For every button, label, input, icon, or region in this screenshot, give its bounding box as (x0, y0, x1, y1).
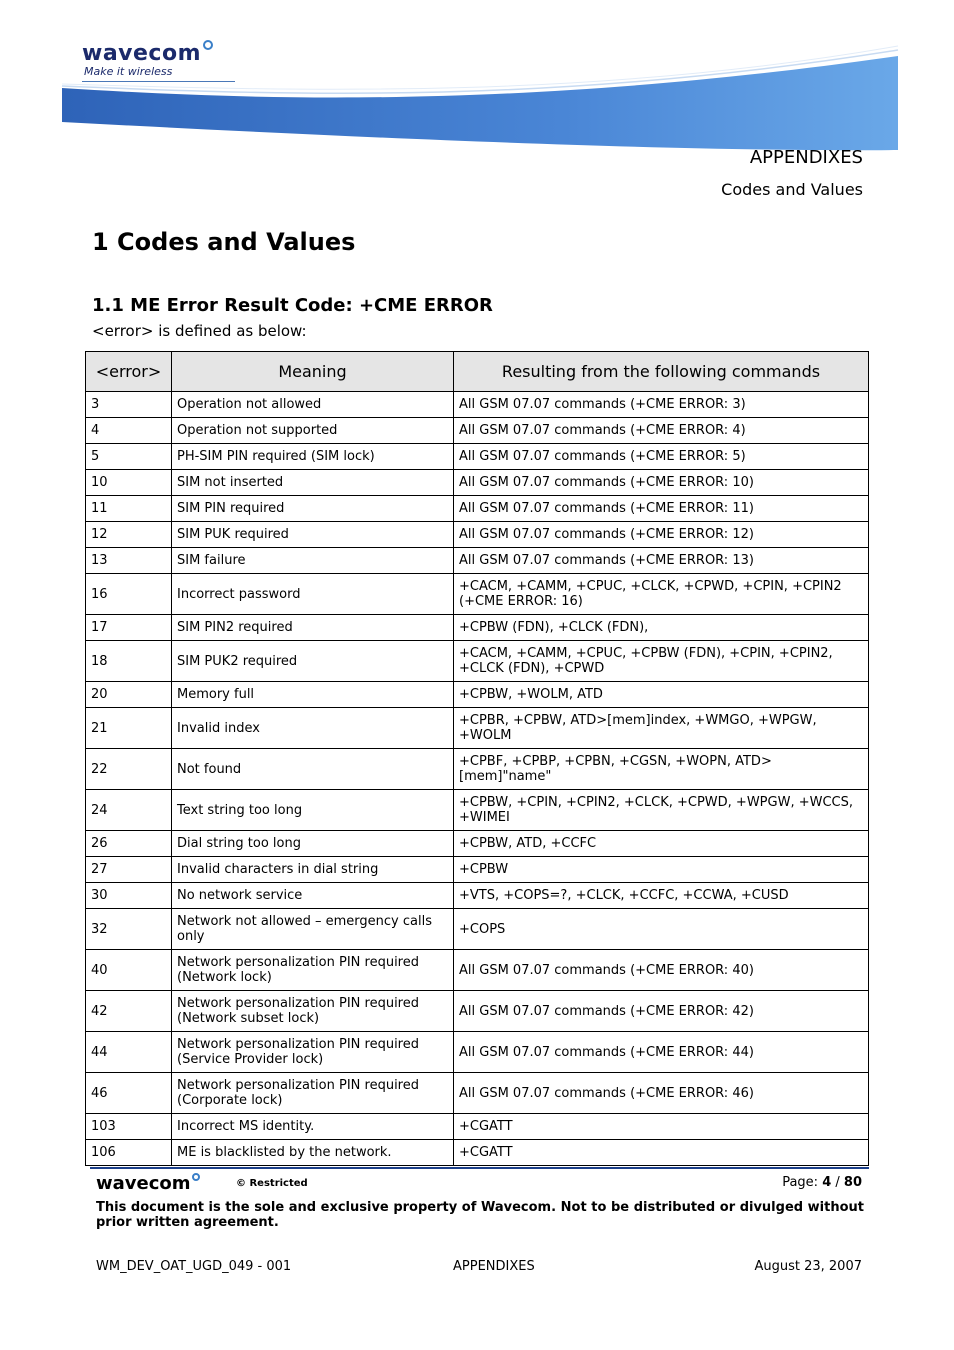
error-code-cell: 11 (86, 496, 172, 522)
error-code-cell: 42 (86, 991, 172, 1032)
commands-cell: +CGATT (454, 1114, 869, 1140)
table-row (86, 1032, 869, 1073)
meaning-cell: SIM PIN2 required (172, 615, 454, 641)
table-row (86, 444, 869, 470)
meaning-cell: PH-SIM PIN required (SIM lock) (172, 444, 454, 470)
commands-cell: +CACM, +CAMM, +CPUC, +CLCK, +CPWD, +CPIN, +CPIN2 (+CME ERROR: 16) (454, 574, 869, 615)
header-wave-band (0, 0, 954, 160)
meaning-cell: No network service (172, 883, 454, 909)
commands-cell: +CPBF, +CPBP, +CPBN, +CGSN, +WOPN, ATD>[mem]"name" (454, 749, 869, 790)
table-row (86, 1114, 869, 1140)
commands-cell: +CACM, +CAMM, +CPUC, +CPBW (FDN), +CPIN, +CPIN2, +CLCK (FDN), +CPWD (454, 641, 869, 682)
wavecom-logo: wavecom (82, 40, 213, 66)
commands-cell: +CPBW, +CPIN, +CPIN2, +CLCK, +CPWD, +WPGW, +WCCS, +WIMEI (454, 790, 869, 831)
commands-cell: All GSM 07.07 commands (+CME ERROR: 10) (454, 470, 869, 496)
commands-cell: All GSM 07.07 commands (+CME ERROR: 42) (454, 991, 869, 1032)
commands-cell: +CPBW (FDN), +CLCK (FDN), (454, 615, 869, 641)
table-row (86, 883, 869, 909)
error-code-cell: 5 (86, 444, 172, 470)
meaning-cell: Network personalization PIN required (Network subset lock) (172, 991, 454, 1032)
table-row (86, 418, 869, 444)
meaning-cell: Invalid index (172, 708, 454, 749)
error-code-cell: 17 (86, 615, 172, 641)
table-row (86, 749, 869, 790)
error-codes-table (85, 351, 869, 1166)
error-code-cell: 40 (86, 950, 172, 991)
table-row (86, 1073, 869, 1114)
footer-wavecom-logo: wavecom (96, 1173, 200, 1194)
commands-cell: All GSM 07.07 commands (+CME ERROR: 11) (454, 496, 869, 522)
commands-cell: All GSM 07.07 commands (+CME ERROR: 12) (454, 522, 869, 548)
table-row (86, 790, 869, 831)
commands-cell: +CPBR, +CPBW, ATD>[mem]index, +WMGO, +WPGW, +WOLM (454, 708, 869, 749)
meaning-cell: SIM PUK2 required (172, 641, 454, 682)
commands-cell: +CPBW (454, 857, 869, 883)
commands-cell: All GSM 07.07 commands (+CME ERROR: 3) (454, 392, 869, 418)
document-reference: WM_DEV_OAT_UGD_049 - 001 (96, 1259, 292, 1274)
commands-cell: +CGATT (454, 1140, 869, 1166)
error-code-cell: 26 (86, 831, 172, 857)
logo-swirl-icon (203, 40, 213, 50)
error-code-cell: 24 (86, 790, 172, 831)
restricted-label: © Restricted (236, 1178, 308, 1189)
meaning-cell: Text string too long (172, 790, 454, 831)
document-date: August 23, 2007 (754, 1259, 862, 1274)
error-code-cell: 44 (86, 1032, 172, 1073)
header-subsection: Codes and Values (721, 180, 863, 199)
header-meaning: Meaning (172, 352, 454, 392)
table-row (86, 950, 869, 991)
table-row (86, 522, 869, 548)
meaning-cell: Dial string too long (172, 831, 454, 857)
commands-cell: All GSM 07.07 commands (+CME ERROR: 5) (454, 444, 869, 470)
footer-section: APPENDIXES (453, 1259, 535, 1274)
page-title: 1 Codes and Values (92, 228, 356, 256)
meaning-cell: SIM PUK required (172, 522, 454, 548)
page-number: Page: 4 / 80 (782, 1175, 862, 1190)
table-row (86, 496, 869, 522)
footer-logo-swirl-icon (192, 1173, 200, 1181)
meaning-cell: ME is blacklisted by the network. (172, 1140, 454, 1166)
error-code-cell: 27 (86, 857, 172, 883)
header-error: <error> (86, 352, 172, 392)
error-code-cell: 30 (86, 883, 172, 909)
ownership-notice: This document is the sole and exclusive property of Wavecom. Not to be distributed or divulged without prior written agreement. (96, 1200, 864, 1230)
commands-cell: All GSM 07.07 commands (+CME ERROR: 46) (454, 1073, 869, 1114)
table-row (86, 641, 869, 682)
meaning-cell: Incorrect MS identity. (172, 1114, 454, 1140)
table-row (86, 909, 869, 950)
table-row (86, 574, 869, 615)
commands-cell: All GSM 07.07 commands (+CME ERROR: 44) (454, 1032, 869, 1073)
commands-cell: +CPBW, ATD, +CCFC (454, 831, 869, 857)
footer-rule (90, 1167, 869, 1169)
commands-cell: +VTS, +COPS=?, +CLCK, +CCFC, +CCWA, +CUSD (454, 883, 869, 909)
table-header-row (86, 352, 869, 392)
error-code-cell: 13 (86, 548, 172, 574)
meaning-cell: Network not allowed – emergency calls only (172, 909, 454, 950)
meaning-cell: Invalid characters in dial string (172, 857, 454, 883)
table-body (86, 392, 869, 1166)
meaning-cell: SIM failure (172, 548, 454, 574)
table-row (86, 1140, 869, 1166)
error-code-cell: 106 (86, 1140, 172, 1166)
meaning-cell: Operation not supported (172, 418, 454, 444)
error-code-cell: 3 (86, 392, 172, 418)
meaning-cell: SIM not inserted (172, 470, 454, 496)
table-row (86, 470, 869, 496)
section-heading: 1.1 ME Error Result Code: +CME ERROR (92, 295, 493, 316)
error-code-cell: 16 (86, 574, 172, 615)
commands-cell: All GSM 07.07 commands (+CME ERROR: 40) (454, 950, 869, 991)
error-code-cell: 20 (86, 682, 172, 708)
meaning-cell: Network personalization PIN required (Corporate lock) (172, 1073, 454, 1114)
meaning-cell: Operation not allowed (172, 392, 454, 418)
table-row (86, 682, 869, 708)
error-code-cell: 12 (86, 522, 172, 548)
table-row (86, 615, 869, 641)
header-section: APPENDIXES (749, 147, 863, 168)
table-row (86, 548, 869, 574)
error-code-cell: 21 (86, 708, 172, 749)
error-code-cell: 103 (86, 1114, 172, 1140)
error-code-cell: 10 (86, 470, 172, 496)
error-code-cell: 4 (86, 418, 172, 444)
meaning-cell: Network personalization PIN required (Service Provider lock) (172, 1032, 454, 1073)
commands-cell: All GSM 07.07 commands (+CME ERROR: 13) (454, 548, 869, 574)
logo-tagline: Make it wireless (84, 65, 173, 78)
error-code-cell: 32 (86, 909, 172, 950)
meaning-cell: Network personalization PIN required (Network lock) (172, 950, 454, 991)
meaning-cell: Incorrect password (172, 574, 454, 615)
table-row (86, 991, 869, 1032)
table-row (86, 708, 869, 749)
meaning-cell: SIM PIN required (172, 496, 454, 522)
table-row (86, 392, 869, 418)
header-commands: Resulting from the following commands (454, 352, 869, 392)
table-row (86, 857, 869, 883)
commands-cell: All GSM 07.07 commands (+CME ERROR: 4) (454, 418, 869, 444)
intro-text: <error> is defined as below: (92, 322, 307, 340)
meaning-cell: Memory full (172, 682, 454, 708)
error-code-cell: 46 (86, 1073, 172, 1114)
commands-cell: +CPBW, +WOLM, ATD (454, 682, 869, 708)
meaning-cell: Not found (172, 749, 454, 790)
table-row (86, 831, 869, 857)
tagline-rule (82, 81, 235, 82)
error-code-cell: 18 (86, 641, 172, 682)
error-code-cell: 22 (86, 749, 172, 790)
commands-cell: +COPS (454, 909, 869, 950)
